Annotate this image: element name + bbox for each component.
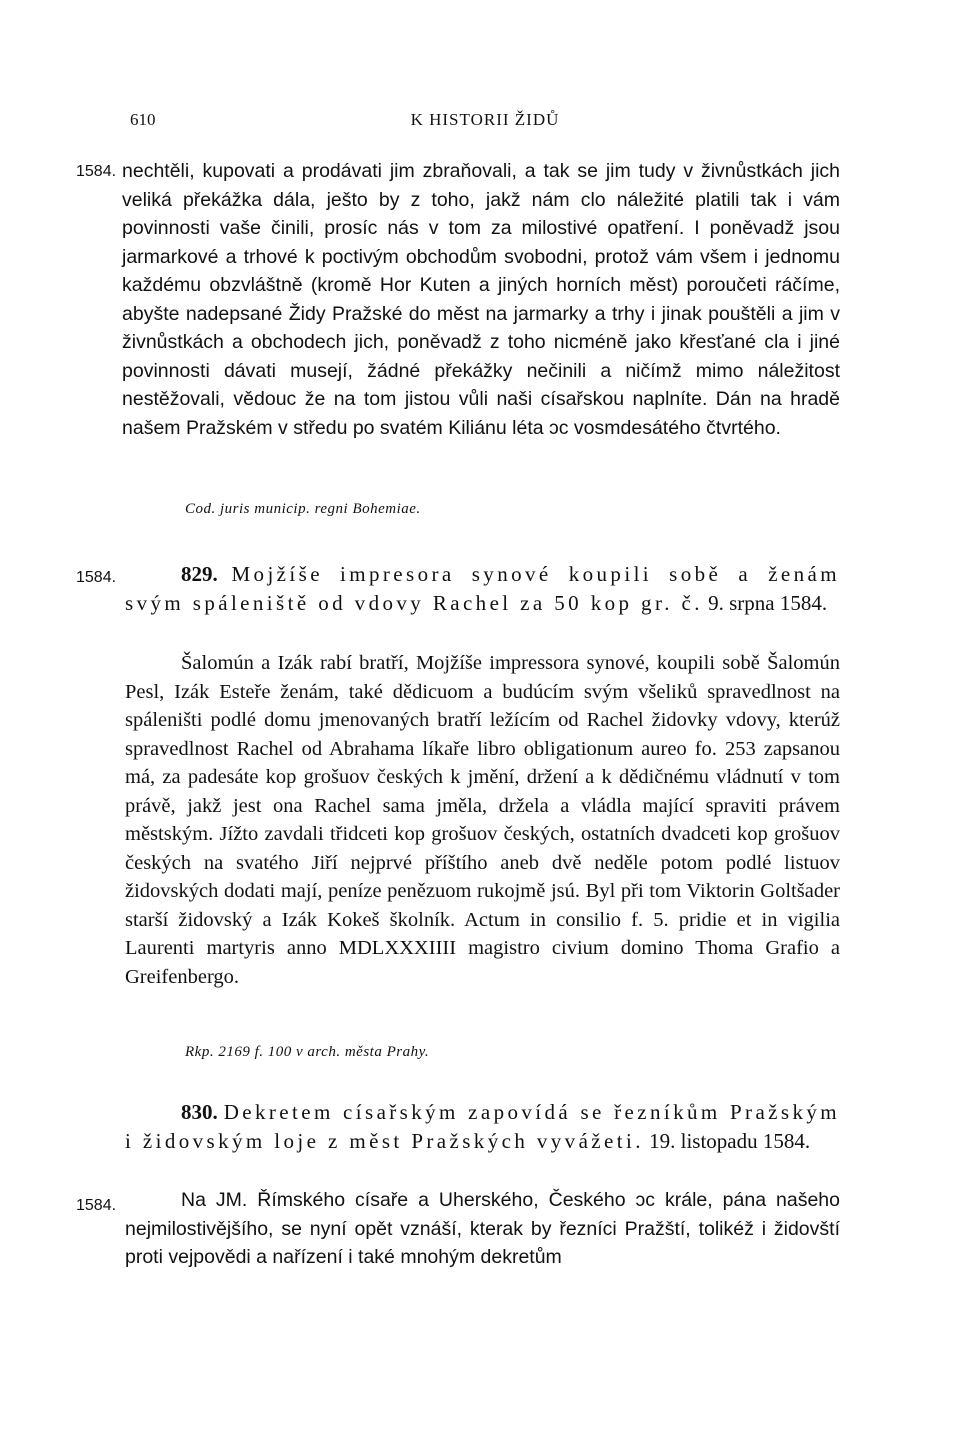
document-830-number: 830. [181, 1100, 218, 1124]
document-829-body [125, 649, 840, 991]
document-830-title: Dekretem císařským zapovídá se řezníkům Pražským i židovským loje z měst Pražských vyvážeti. [125, 1100, 840, 1153]
margin-year: 1584. [76, 569, 117, 586]
document-830-date: 19. listopadu 1584. [649, 1129, 811, 1153]
document-829-title: Mojžíše impresora synové koupili sobě a ženám svým spáleniště od vdovy Rachel za 50 kop gr. č. [125, 562, 840, 615]
document-830-heading [125, 1098, 840, 1156]
document-829-number: 829. [181, 562, 218, 586]
document-828-source: Cod. juris municip. regni Bohemiae. [185, 501, 421, 517]
document-829-source: Rkp. 2169 f. 100 v arch. města Prahy. [185, 1044, 430, 1060]
margin-year: 1584. [76, 163, 117, 180]
running-title: K HISTORII ŽIDŮ [410, 110, 560, 129]
document-830-body [125, 1186, 840, 1272]
page-header [125, 110, 845, 140]
document-829-heading [125, 560, 840, 618]
document-829-date: 9. srpna 1584. [708, 591, 828, 615]
document-828-text: nechtěli, kupovati a prodávati jim zbraňovali, a tak se jim tudy v živnůstkách jich veliká překážka dála, ješto by z toho, jakž nám clo náležité platili tak i vám povinnosti vaše činili, prosíc nás v tom za milostivé opatření. I poněvadž jsou jarmarkové a trhové k poctivým obchodům svobodni, protož vám všem i jednomu každému obzvláštně (kromě Hor Kuten a jiných horních měst) poroučeti ráčíme, abyšte nadepsané Židy Pražské do měst na jarmarky a trhy i jinak pouštěli a jim v živnůstkách a obchodech jich, poněvadž z toho nicméně jako křesťané cla i jiné povinnosti dávati musejí, žádné překážky nečinili a ničímž mimo náležitost nestěžovali, vědouc že na tom jistou vůli naši císařskou naplníte. Dán na hradě našem Pražském v středu po svatém Kiliánu léta ɔc vosmdesátého čtvrtého. [122, 160, 840, 439]
document-830-text: Na JM. Římského císaře a Uherského, Českého ɔc krále, pána našeho nejmilostivějšího, se nyní opět vznáší, kterak by řezníci Pražští, tolikéž i židovští proti vejpovědi a nařízení i také mnohým dekretům [125, 1189, 840, 1268]
document-828-body [122, 157, 840, 442]
document-829-text: Šalomún a Izák rabí bratří, Mojžíše impressora synové, koupili sobě Šalomún Pesl, Izák Esteře ženám, také dědicuom a budúcím svým všeliků spravedlnost na spáleništi podlé domu jmenovaných bratří ležícím od Rachel židovky vdovy, kterúž spravedlnost Rachel od Abrahama líkaře libro obligationum aureo fo. 253 zapsanou má, za padesáte kop grošuov českých k jmění, držení a k dědičnému vládnutí v tom právě, jakž jest ona Rachel sama jměla, držela a vládla mající spraviti právem městským. Jížto zavdali třidceti kop grošuov českých, ostatních dvadceti kop grošuov českých na svatého Jiří nejprvé příštího aneb dvě neděle potom podlé listuov židovských dodati mají, peníze penězuom rukojmě jsú. Byl při tom Viktorin Goltšader starší židovský a Izák Kokeš školník. Actum in consilio f. 5. pridie et in vigilia Laurenti martyris anno MDLXXXIIII magistro civium domino Thoma Grafio a Greifenbergo. [125, 652, 840, 988]
margin-year: 1584. [76, 1197, 117, 1214]
page-number: 610 [130, 110, 156, 129]
